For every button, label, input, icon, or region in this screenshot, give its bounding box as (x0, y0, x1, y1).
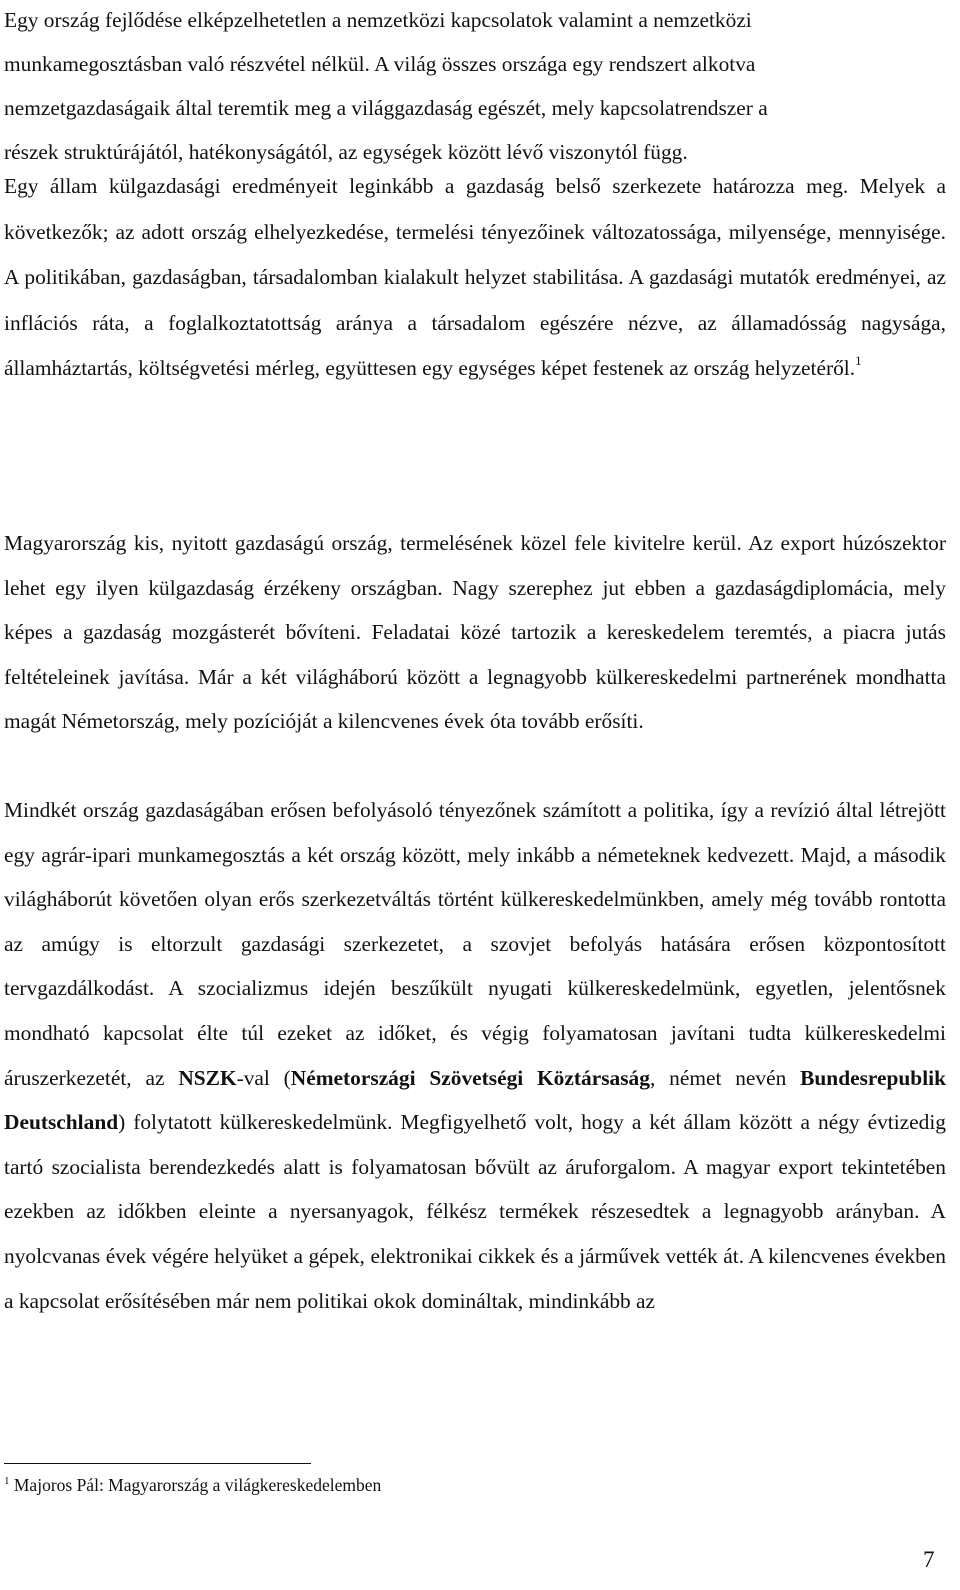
page-number: 7 (923, 1547, 935, 1572)
paragraph-hungary-export-text: Magyarország kis, nyitott gazdaságú ország, termelésének közel fele kivitelre kerül. Az export húzószektor lehet egy ilyen külgazdaság érzékeny országban. Nagy szerephez jut ebben a gazdaságdiplomácia, mely képes a gazdaság mozgásterét bővíteni. Feladatai közé tartozik a kereskedelem teremtés, a piacra jutás feltételeinek javítása. Már a két világháború között a legnagyobb külkereskedelmi partnerének mondhatta magát Németország, mely pozícióját a kilencvenes évek óta tovább erősíti. (4, 531, 946, 733)
footnote-text: Majoros Pál: Magyarország a világkereskedelemben (9, 1475, 382, 1495)
footnote-reference[interactable]: 1 (855, 353, 862, 368)
paragraph-intro-line-3: nemzetgazdaságaik által teremtik meg a világgazdaság egészét, mely kapcsolatrendszer a (4, 96, 768, 120)
footnote (4, 1474, 381, 1496)
bold-term-full-name: Németországi Szövetségi Köztársaság (290, 1065, 650, 1090)
paragraph-intro-line-1: Egy ország fejlődése elképzelhetetlen a nemzetközi kapcsolatok valamint a nemzetközi (4, 8, 752, 32)
paragraph-intro-line-2: munkamegosztásban való részvétel nélkül. A világ összes országa egy rendszert alkotva (4, 52, 756, 76)
paragraph-history (4, 788, 946, 1323)
paragraph-history-text-2: -val ( (236, 1065, 291, 1090)
paragraph-economic-factors-text: Egy állam külgazdasági eredményeit leginkább a gazdaság belső szerkezete határozza meg. Melyek a következők; az adott ország elhelyezkedése, termelési tényezőinek változatossága, milyensége, mennyisége. A politikában, gazdaságban, társadalomban kialakult helyzet stabilitása. A gazdasági mutatók eredményei, az inflációs ráta, a foglalkoztatottság aránya a társadalom egészére nézve, az államadósság nagysága, államháztartás, költségvetési mérleg, együttesen egy egységes képet festenek az ország helyzetéről. (4, 174, 946, 380)
bold-term-nszk: NSZK (178, 1065, 237, 1090)
paragraph-hungary-export (4, 521, 946, 744)
paragraph-economic-factors (4, 164, 946, 392)
paragraph-intro-line-4: részek struktúrájától, hatékonyságától, az egységek között lévő viszonytól függ. (4, 140, 688, 164)
paragraph-intro (4, 0, 946, 174)
footnote-number: 1 (4, 1475, 10, 1487)
paragraph-history-text-3: , német nevén (649, 1065, 801, 1090)
bold-term-german-name: Bundesrepublik Deutschland (4, 1065, 946, 1135)
paragraph-history-text-4: ) folytatott külkereskedelmünk. Megfigyelhető volt, hogy a két állam között a négy évtizedig tartó szocialista berendezkedés alatt is folyamatosan bővült az áruforgalom. A magyar export tekintetében ezekben az időkben eleinte a nyersanyagok, félkész termékek részesedtek a legnagyobb arányban. A nyolcvanas évek végére helyüket a gépek, elektronikai cikkek és a járművek vették át. A kilencvenes években a kapcsolat erősítésében már nem politikai okok domináltak, mindinkább az (4, 1110, 946, 1313)
paragraph-history-text-1: Mindkét ország gazdaságában erősen befolyásoló tényezőnek számított a politika, így a revízió által létrejött egy agrár-ipari munkamegosztás a két ország között, mely inkább a németeknek kedvezett. Majd, a második világháborút követően olyan erős szerkezetváltás történt külkereskedelmünkben, amely még tovább rontotta az amúgy is eltorzult gazdasági szerkezetet, a szovjet befolyás hatására erősen központosított tervgazdálkodást. A szocializmus idején beszűkült nyugati külkereskedelmünk, egyetlen, jelentősnek mondható kapcsolat élte túl ezeket az időket, és végig folyamatosan javítani tudta külkereskedelmi áruszerkezetét, az (4, 798, 946, 1090)
footnote-separator (4, 1463, 311, 1464)
